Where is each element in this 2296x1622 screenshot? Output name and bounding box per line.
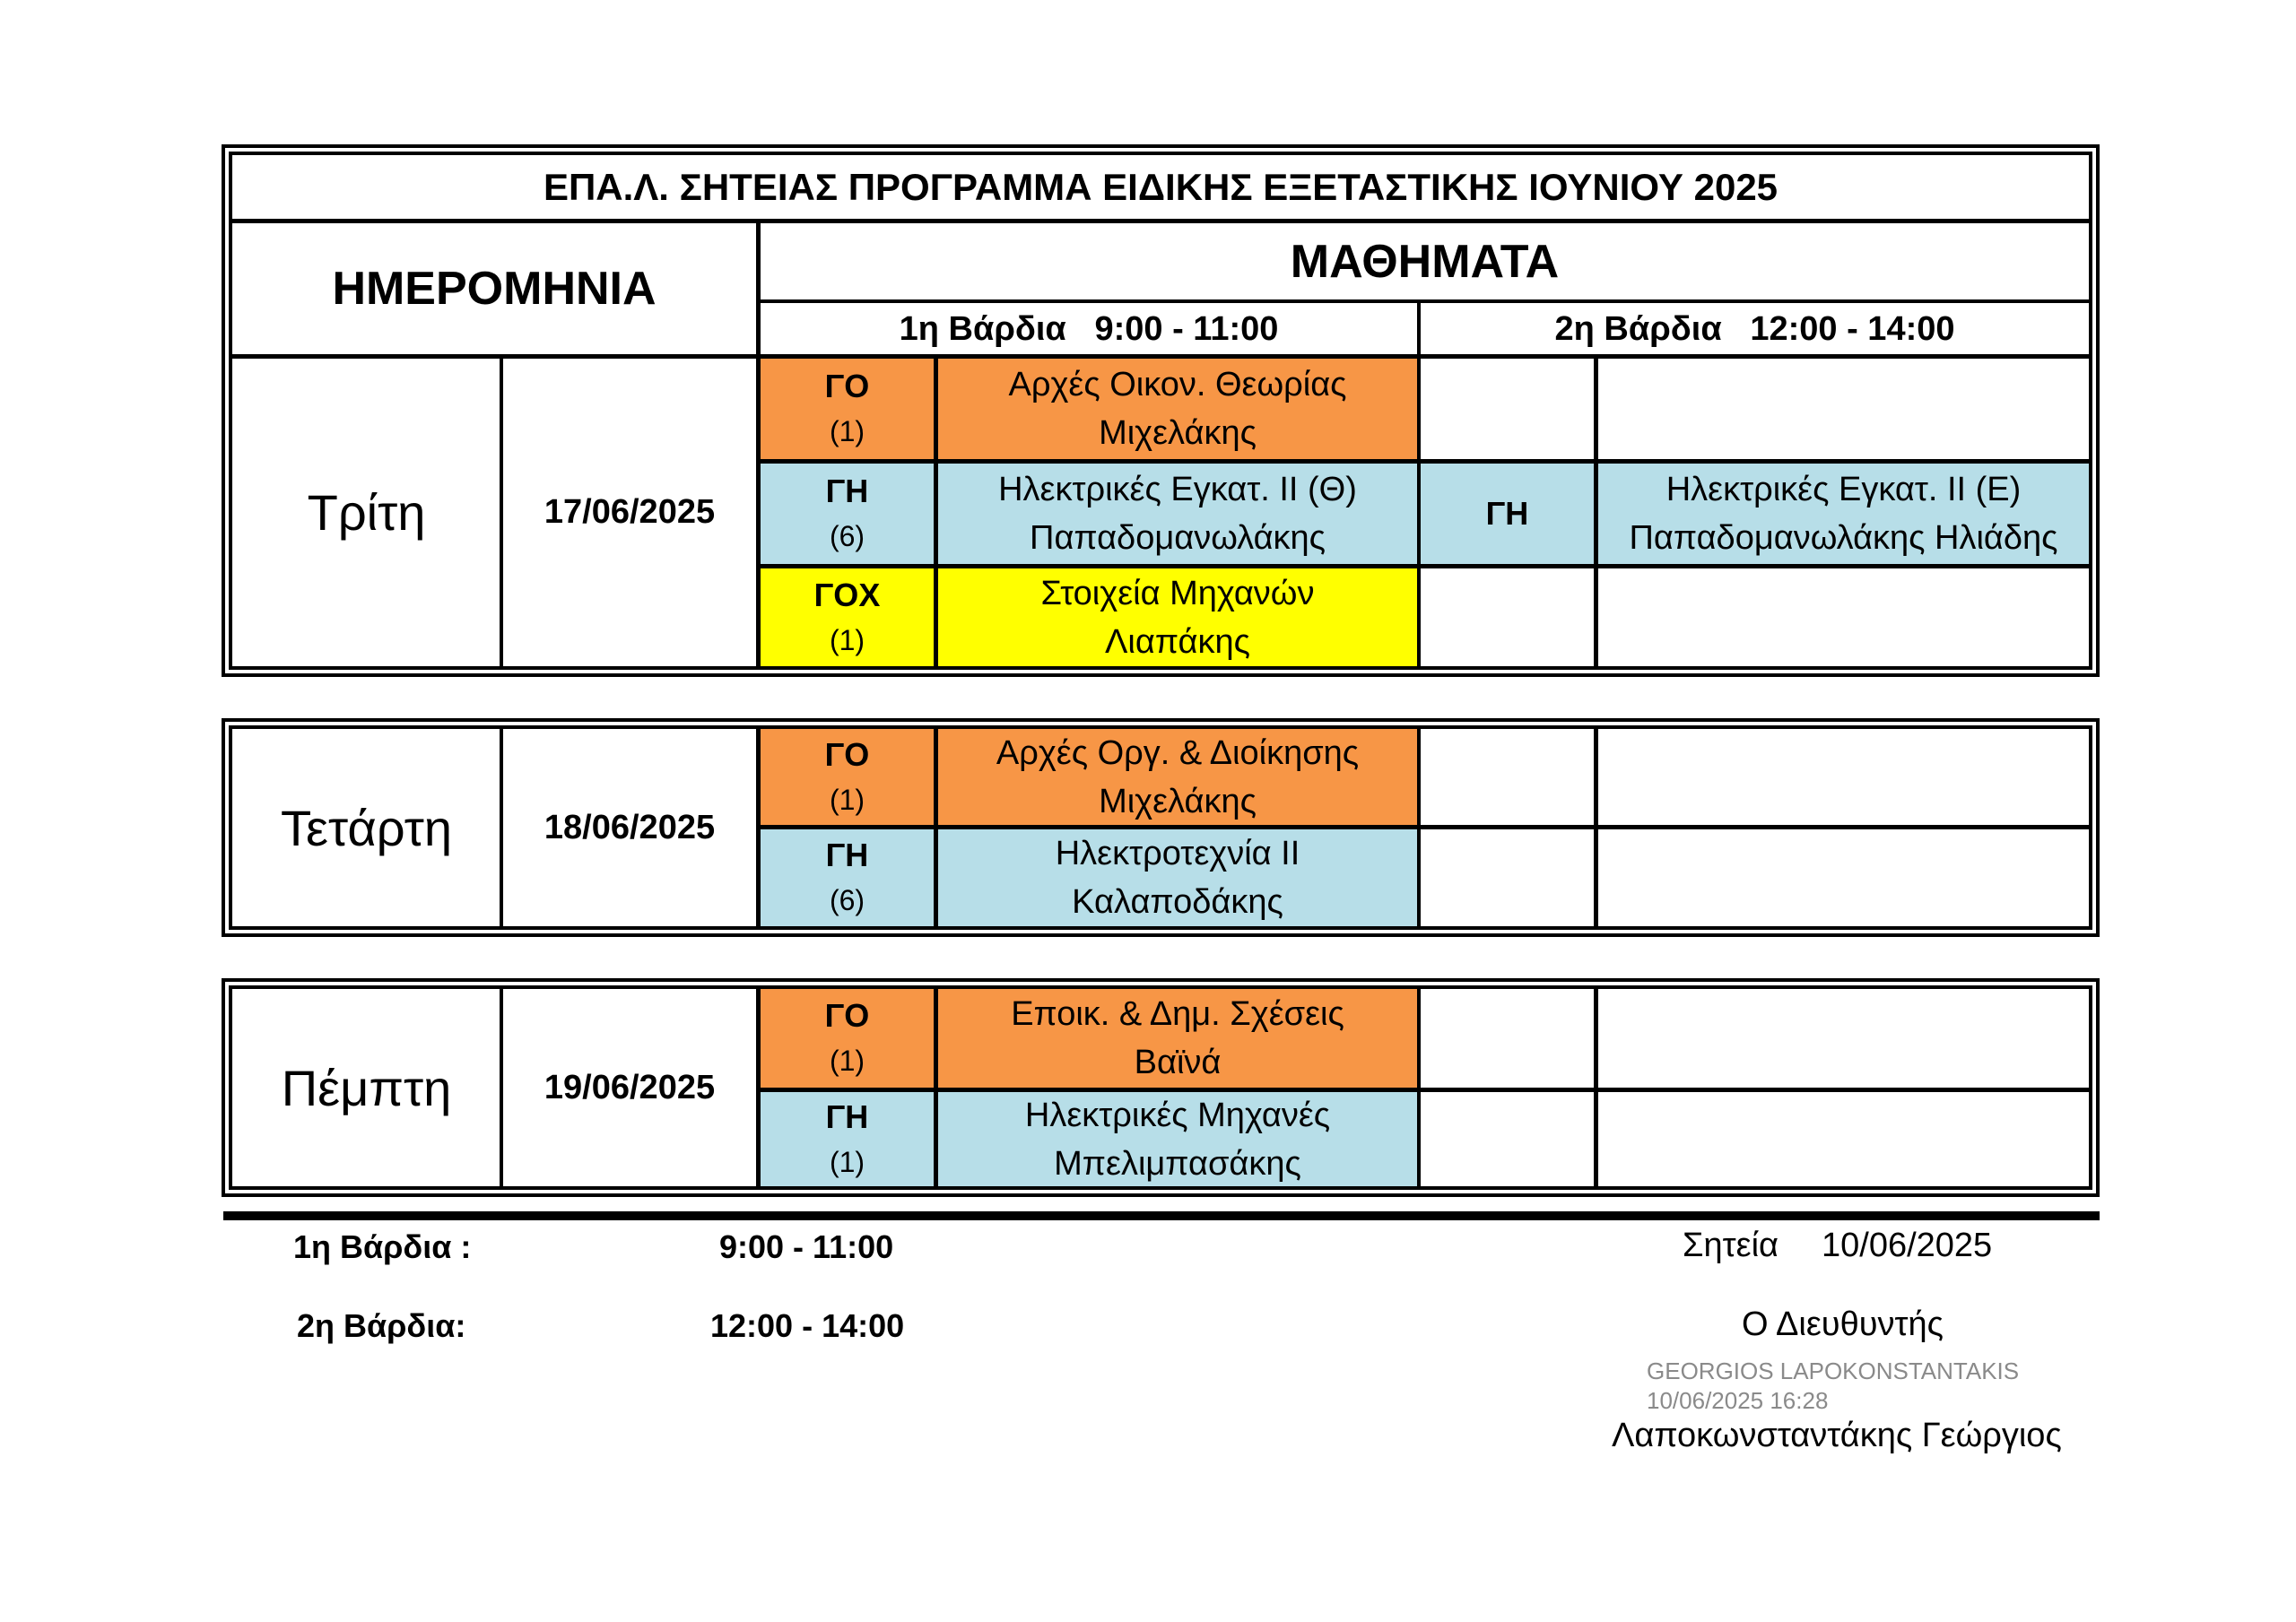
- subject-name: Ηλεκτρικές Εγκατ. ΙΙ (Ε): [1665, 471, 2022, 508]
- code-cell: [761, 359, 934, 459]
- subject-name: Ηλεκτρικές Μηχανές: [1024, 1096, 1331, 1134]
- class-number: (1): [829, 1145, 865, 1178]
- footer-place-date: 10/06/2025: [1822, 1227, 1993, 1264]
- header-shift1: [761, 303, 1417, 355]
- subject-cell: [938, 1092, 1417, 1186]
- header-subjects: [761, 223, 2089, 300]
- class-number: (1): [829, 623, 865, 656]
- teacher-name: Βαϊνά: [1134, 1044, 1222, 1081]
- date-value: 19/06/2025: [544, 1068, 716, 1106]
- header-date: [232, 223, 756, 354]
- footer-shift1-label: 1η Βάρδια :: [293, 1228, 472, 1265]
- header-shift2-text: 2η Βάρδια 12:00 - 14:00: [1554, 309, 1955, 348]
- subject-cell: [938, 359, 1417, 459]
- subject-cell: [938, 989, 1417, 1088]
- subject-name: Αρχές Οικον. Θεωρίας: [1008, 366, 1347, 403]
- subject-name: Ηλεκτρικές Εγκατ. ΙΙ (Θ): [998, 471, 1357, 508]
- teacher-name: Παπαδομανωλάκης Ηλιάδης: [1629, 519, 2058, 557]
- director-title: Ο Διευθυντής: [1742, 1305, 1944, 1343]
- date-value: 17/06/2025: [544, 493, 716, 531]
- footer-place: Σητεία: [1683, 1227, 1779, 1264]
- date-cell-wednesday: [503, 729, 756, 926]
- teacher-name: Παπαδομανωλάκης: [1030, 519, 1326, 557]
- class-code: ΓΟ: [824, 735, 870, 773]
- footer-shift2-time: 12:00 - 14:00: [710, 1307, 905, 1344]
- class-code: ΓΗ: [825, 473, 869, 509]
- code-cell: [761, 989, 934, 1088]
- class-code: ΓΗ: [825, 837, 869, 873]
- code-cell: [761, 829, 934, 926]
- code-cell: [761, 1092, 934, 1186]
- page-title: [232, 155, 2089, 220]
- footer-shift1-time: 9:00 - 11:00: [719, 1228, 894, 1265]
- subject-name: Αρχές Οργ. & Διοίκησης: [996, 733, 1360, 772]
- date-value: 18/06/2025: [544, 808, 716, 846]
- subject-cell-shift2: [1598, 359, 2089, 459]
- day-name: Τετάρτη: [280, 799, 453, 856]
- subject-name: Εποικ. & Δημ. Σχέσεις: [1011, 995, 1344, 1033]
- header-date-text: ΗΜΕΡΟΜΗΝΙΑ: [332, 263, 657, 315]
- class-code: ΓΟ: [824, 368, 870, 404]
- page-title-text: ΕΠΑ.Λ. ΣΗΤΕΙΑΣ ΠΡΟΓΡΑΜΜΑ ΕΙΔΙΚΗΣ ΕΞΕΤΑΣΤΙΚΗΣ ΙΟΥΝΙΟΥ 2025: [543, 166, 1779, 208]
- subject-cell: [938, 464, 1417, 564]
- subject-name: Στοιχεία Μηχανών: [1040, 574, 1315, 612]
- class-number: (6): [829, 884, 865, 916]
- teacher-name: Λιαπάκης: [1105, 622, 1250, 661]
- day-cell-wednesday: [232, 729, 500, 926]
- header-shift1-text: 1η Βάρδια 9:00 - 11:00: [899, 309, 1279, 348]
- subject-cell-shift2: [1598, 464, 2089, 564]
- code-cell-shift2: [1421, 464, 1594, 564]
- footer-shift2-label: 2η Βάρδια:: [297, 1307, 466, 1344]
- digital-signature-timestamp: 10/06/2025 16:28: [1647, 1387, 1829, 1414]
- day-name: Πέμπτη: [281, 1059, 452, 1116]
- class-code: ΓΗ: [1485, 495, 1529, 532]
- teacher-name: Μιχελάκης: [1099, 414, 1257, 452]
- code-cell: [761, 464, 934, 564]
- class-number: (1): [829, 415, 865, 447]
- class-number: (6): [829, 520, 865, 552]
- director-name: Λαποκωνσταντάκης Γεώργιος: [1612, 1417, 2062, 1454]
- code-cell: [761, 568, 934, 666]
- subject-name: Ηλεκτροτεχνία ΙΙ: [1055, 835, 1300, 872]
- footer-divider: [223, 1211, 2100, 1220]
- code-cell-shift2: [1421, 359, 1594, 459]
- code-cell: [761, 729, 934, 825]
- date-cell-tuesday: [503, 359, 756, 666]
- day-cell-thursday: [232, 989, 500, 1186]
- class-number: (1): [829, 783, 865, 816]
- subject-cell: [938, 568, 1417, 666]
- day-cell-tuesday: [232, 359, 500, 666]
- class-code: ΓΟΧ: [813, 576, 881, 613]
- digital-signature-name: GEORGIOS LAPOKONSTANTAKIS: [1647, 1357, 2020, 1384]
- class-code: ΓΗ: [825, 1097, 869, 1135]
- class-code: ΓΟ: [824, 997, 870, 1034]
- teacher-name: Μιχελάκης: [1099, 782, 1257, 820]
- teacher-name: Καλαποδάκης: [1072, 883, 1283, 921]
- header-subjects-text: ΜΑΘΗΜΑΤΑ: [1290, 236, 1560, 288]
- header-shift2: [1421, 303, 2089, 355]
- teacher-name: Μπελιμπασάκης: [1054, 1144, 1301, 1183]
- subject-cell: [938, 829, 1417, 926]
- day-name: Τρίτη: [307, 484, 426, 541]
- class-number: (1): [829, 1045, 865, 1077]
- date-cell-thursday: [503, 989, 756, 1186]
- subject-cell: [938, 729, 1417, 825]
